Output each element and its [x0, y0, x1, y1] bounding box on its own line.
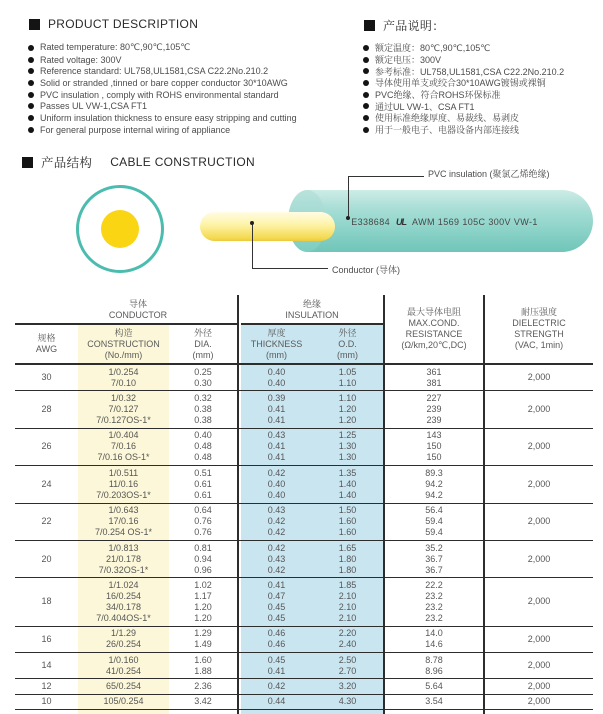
cell-resistance: 143 150 150 [426, 430, 442, 463]
cell-od: 1.25 1.30 1.30 [338, 430, 357, 463]
bullet-text: 使用标准绝缘厚度、易裁线、易剥皮 [375, 113, 520, 124]
square-bullet-icon [29, 19, 40, 30]
cell-awg: 20 [41, 553, 52, 564]
cell-construction: 1/1.29 26/0.254 [105, 628, 142, 650]
header-rule [15, 323, 237, 325]
bullet-item [363, 65, 564, 77]
square-bullet-icon [22, 157, 33, 168]
bullet-item [363, 54, 564, 66]
cell-dielectric: 2,000 [527, 696, 551, 707]
cell-resistance: 14.0 14.6 [425, 628, 443, 650]
bullet-dot-icon [28, 45, 34, 51]
bullet-dot-icon [28, 68, 34, 74]
bullet-text: Solid or stranded ,tinned or bare copper conductor 30*10AWG [40, 77, 288, 88]
cell-dia: 3.42 [194, 696, 212, 707]
cell-dielectric: 2,000 [527, 633, 551, 644]
bullet-text: 额定电压：300V [375, 55, 442, 66]
leader-line [349, 176, 424, 177]
cell-awg: 16 [41, 633, 52, 644]
product-description-list [28, 42, 297, 136]
bullet-text: 通过UL VW-1、CSA FT1 [375, 101, 475, 112]
bullet-item [28, 124, 297, 136]
cell-resistance: 35.2 36.7 36.7 [425, 542, 443, 575]
header-bottom-rule [15, 363, 593, 365]
cell-dia: 0.32 0.38 0.38 [194, 393, 212, 426]
bullet-dot-icon [28, 115, 34, 121]
cell-awg: 10 [41, 696, 52, 707]
table-row [15, 679, 593, 694]
spec-table [15, 295, 593, 714]
cell-awg: 28 [41, 404, 52, 415]
column-group-insulation: 绝缘 INSULATION [285, 299, 339, 320]
conductor-core-icon [101, 210, 139, 248]
bullet-dot-icon [363, 45, 369, 51]
bullet-item [363, 77, 564, 89]
cell-od: 1.50 1.60 1.60 [338, 505, 357, 538]
cell-construction: 1/0.404 7/0.16 7/0.16 OS-1* [97, 430, 150, 463]
leader-line [252, 224, 253, 269]
cell-od: 1.65 1.80 1.80 [338, 542, 357, 575]
bullet-text: 参考标准：UL758,UL1581,CSA C22.2No.210.2 [375, 66, 565, 77]
cable-construction-title-cn: 产品结构 [41, 156, 93, 170]
cell-thickness: 0.42 0.40 0.40 [267, 467, 286, 500]
bullet-text: For general purpose internal wiring of appliance [40, 124, 231, 135]
cell-dielectric: 2,000 [527, 404, 551, 415]
bullet-item [363, 100, 564, 112]
cable-print-prefix: E338684 [351, 217, 391, 227]
leader-line [252, 268, 328, 269]
bullet-text: Rated temperature: 80℃,90℃,105℃ [40, 42, 191, 53]
cell-dielectric: 2,000 [527, 660, 551, 671]
cell-dielectric: 2,000 [527, 478, 551, 489]
bullet-dot-icon [28, 103, 34, 109]
cell-thickness: 0.39 0.41 0.41 [267, 393, 286, 426]
cell-construction: 1/0.643 17/0.16 7/0.254 OS-1* [94, 505, 153, 538]
bullet-dot-icon [363, 57, 369, 63]
cell-dia: 0.64 0.76 0.76 [194, 505, 212, 538]
cell-od: 1.10 1.20 1.20 [338, 393, 357, 426]
cell-dia: 1.29 1.49 [194, 628, 212, 650]
table-row [15, 429, 593, 466]
column-header-awg: 规格 AWG [35, 333, 58, 354]
cell-dielectric: 2,000 [527, 516, 551, 527]
cell-awg: 14 [41, 660, 52, 671]
square-bullet-icon [364, 20, 375, 31]
cell-od: 1.35 1.40 1.40 [338, 467, 357, 500]
bullet-text: 用于一般电子、电器设备内部连接线 [375, 125, 520, 136]
cell-dia: 0.40 0.48 0.48 [194, 430, 212, 463]
cell-construction: 1/0.254 7/0.10 [108, 366, 139, 388]
bullet-dot-icon [363, 80, 369, 86]
bullet-item [28, 112, 297, 124]
cell-thickness: 0.45 0.41 [267, 654, 286, 676]
cell-dielectric: 2,000 [527, 596, 551, 607]
cell-resistance: 8.78 8.96 [425, 654, 443, 676]
table-row [15, 695, 593, 710]
cell-dia: 0.51 0.61 0.61 [194, 467, 212, 500]
bullet-item [363, 89, 564, 101]
bullet-dot-icon [363, 115, 369, 121]
table-row [15, 541, 593, 578]
bullet-item [28, 89, 297, 101]
leader-line [348, 176, 349, 218]
cell-resistance: 227 239 239 [426, 393, 442, 426]
cell-construction: 1/0.160 41/0.254 [105, 654, 142, 676]
cell-od: 1.05 1.10 [338, 366, 357, 388]
column-header-resistance: 最大导体电阻 MAX.COND. RESISTANCE (Ω/km,20℃,DC) [401, 307, 467, 350]
cell-od: 4.30 [338, 696, 357, 707]
cell-construction: 1/0.32 7/0.127 7/0.127OS-1* [96, 393, 151, 426]
column-header-construction: 构造 CONSTRUCTION (No./mm) [87, 327, 160, 360]
table-row [15, 578, 593, 626]
conductor-label: Conductor (导体) [332, 265, 401, 275]
cell-thickness: 0.42 0.43 0.42 [267, 542, 286, 575]
product-description-heading [29, 17, 198, 31]
cell-resistance: 5.64 [425, 681, 443, 692]
cell-resistance: 3.54 [425, 696, 443, 707]
cell-awg: 26 [41, 441, 52, 452]
bullet-item [363, 124, 564, 136]
cell-od: 1.85 2.10 2.10 2.10 [338, 579, 357, 623]
cell-thickness: 0.43 0.41 0.41 [267, 430, 286, 463]
cable-print-suffix: AWM 1569 105C 300V VW-1 [412, 217, 538, 227]
cable-construction-heading [22, 153, 255, 171]
cell-awg: 18 [41, 596, 52, 607]
column-header-thickness: 厚度 THICKNESS (mm) [250, 327, 303, 360]
cell-awg: 30 [41, 372, 52, 383]
cell-resistance: 56.4 59.4 59.4 [425, 505, 443, 538]
column-divider [483, 295, 485, 714]
bullet-dot-icon [363, 68, 369, 74]
column-header-dia: 外径 DIA. (mm) [192, 327, 214, 360]
bullet-dot-icon [28, 127, 34, 133]
pvc-insulation-label: PVC insulation (聚氯乙烯绝缘) [428, 169, 550, 179]
bullet-text: PVC绝缘、符合ROHS环保标准 [375, 90, 501, 101]
cell-dielectric: 2,000 [527, 441, 551, 452]
bullet-dot-icon [28, 80, 34, 86]
cell-thickness: 0.40 0.40 [267, 366, 286, 388]
cell-thickness: 0.44 [267, 696, 286, 707]
product-notes-title: 产品说明： [383, 19, 445, 33]
spec-table-body [15, 365, 593, 710]
cell-dia: 1.60 1.88 [194, 654, 212, 676]
bullet-item [28, 77, 297, 89]
bullet-dot-icon [28, 92, 34, 98]
cell-thickness: 0.41 0.47 0.45 0.45 [267, 579, 286, 623]
bullet-item [363, 112, 564, 124]
bullet-text: Passes UL VW-1,CSA FT1 [40, 101, 148, 112]
column-header-dielectric: 耐压强度 DIELECTRIC STRENGTH (VAC, 1min) [512, 307, 566, 350]
cell-dia: 0.81 0.94 0.96 [194, 542, 212, 575]
cell-resistance: 361 381 [426, 366, 442, 388]
table-row [15, 391, 593, 428]
cable-cross-section [76, 185, 164, 273]
bullet-item [28, 54, 297, 66]
column-divider [237, 295, 239, 714]
table-row [15, 365, 593, 391]
cell-dia: 1.02 1.17 1.20 1.20 [194, 579, 212, 623]
cell-thickness: 0.46 0.46 [267, 628, 286, 650]
cell-dielectric: 2,000 [527, 553, 551, 564]
product-notes-heading [364, 17, 445, 34]
leader-dot-icon [346, 216, 350, 220]
cell-od: 2.20 2.40 [338, 628, 357, 650]
header-rule [241, 323, 383, 325]
cell-construction: 65/0.254 [105, 681, 142, 692]
cable-construction-title-en: CABLE CONSTRUCTION [110, 155, 255, 169]
cell-od: 3.20 [338, 681, 357, 692]
bullet-text: Uniform insulation thickness to ensure easy stripping and cutting [40, 112, 297, 123]
bullet-text: PVC insulation , comply with ROHS environmental standard [40, 89, 279, 100]
table-row [15, 466, 593, 503]
cell-dielectric: 2,000 [527, 681, 551, 692]
cell-construction: 1/1.024 16/0.254 34/0.178 7/0.404OS-1* [96, 579, 151, 623]
product-description-title: PRODUCT DESCRIPTION [48, 17, 199, 31]
ul-mark-icon: UL [396, 217, 407, 227]
column-group-conductor: 导体 CONDUCTOR [108, 299, 168, 320]
cell-awg: 22 [41, 516, 52, 527]
cell-construction: 1/0.511 11/0.16 7/0.203OS-1* [96, 467, 151, 500]
product-notes-list [363, 42, 564, 136]
cell-thickness: 0.42 [267, 681, 286, 692]
cell-construction: 1/0.813 21/0.178 7/0.32OS-1* [98, 542, 149, 575]
leader-dot-icon [250, 221, 254, 225]
cell-resistance: 89.3 94.2 94.2 [425, 467, 443, 500]
bullet-dot-icon [363, 103, 369, 109]
cell-od: 2.50 2.70 [338, 654, 357, 676]
column-header-od: 外径 O.D. (mm) [337, 327, 358, 360]
cell-dia: 2.36 [194, 681, 212, 692]
bullet-text: Rated voltage: 300V [40, 54, 122, 65]
table-row [15, 653, 593, 679]
bullet-dot-icon [363, 127, 369, 133]
bullet-item [28, 42, 297, 54]
cell-dia: 0.25 0.30 [194, 366, 212, 388]
bullet-text: 额定温度：80℃,90℃,105℃ [375, 43, 491, 54]
cell-awg: 12 [41, 681, 52, 692]
cell-thickness: 0.43 0.42 0.42 [267, 505, 286, 538]
table-row [15, 627, 593, 653]
cell-dielectric: 2,000 [527, 372, 551, 383]
bullet-dot-icon [28, 57, 34, 63]
table-row [15, 504, 593, 541]
bullet-item [28, 65, 297, 77]
bullet-item [28, 100, 297, 112]
column-divider [383, 295, 385, 714]
cell-resistance: 22.2 23.2 23.2 23.2 [425, 579, 443, 623]
bullet-text: 导体使用单支或绞合30*10AWG镀锡或裸铜 [375, 78, 546, 89]
cell-construction: 105/0.254 [103, 696, 144, 707]
bullet-dot-icon [363, 92, 369, 98]
bullet-item [363, 42, 564, 54]
bullet-text: Reference standard: UL758,UL1581,CSA C22.2No.210.2 [40, 66, 269, 77]
cell-awg: 24 [41, 478, 52, 489]
